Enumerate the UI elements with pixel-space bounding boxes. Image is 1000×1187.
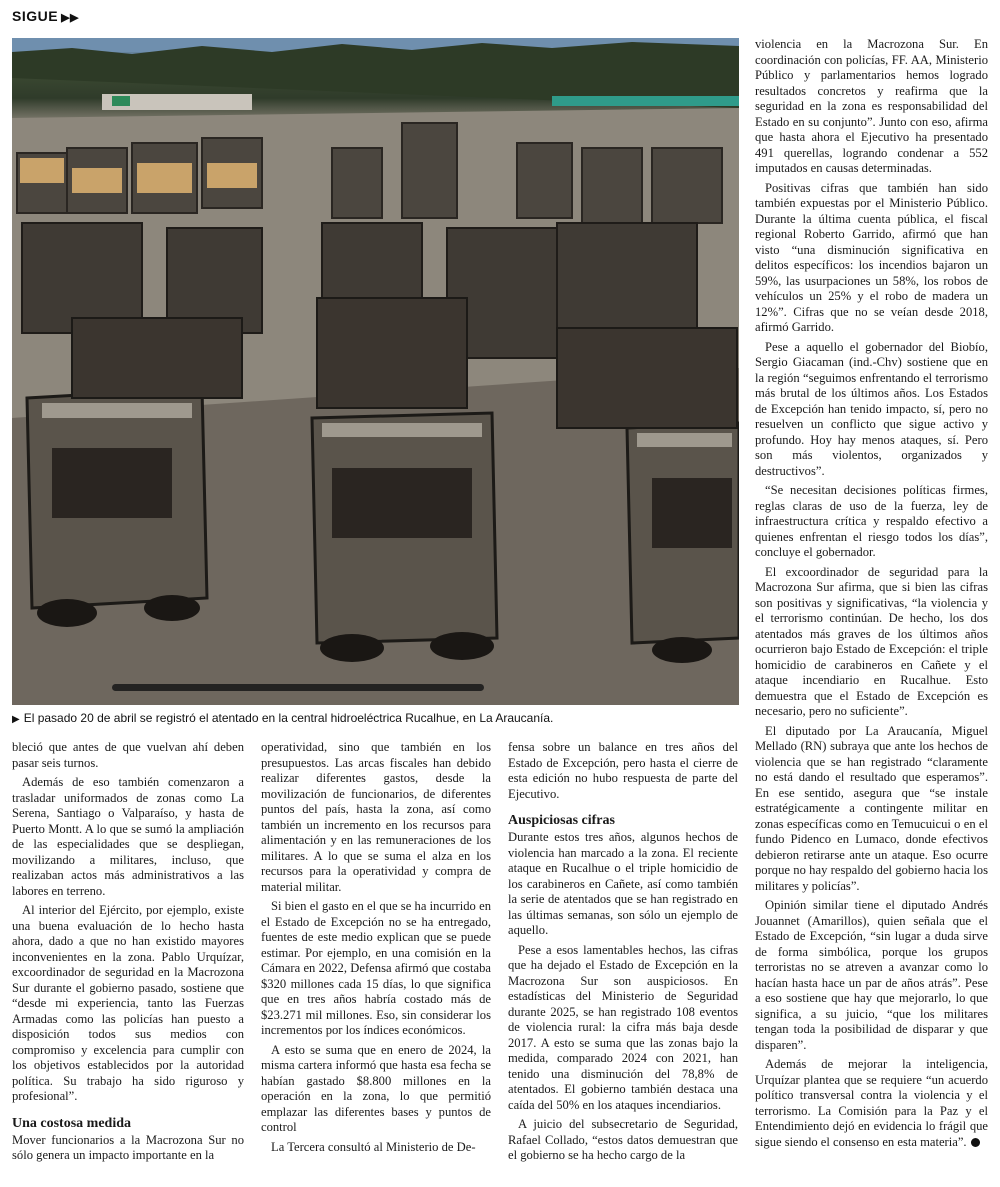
paragraph: A esto se suma que en enero de 2024, la misma cartera informó que hasta esa fecha se habían gastado $8.800 millones en la operación en la zona, lo que permitió emplazar las diferentes bases y puntos de control <box>261 1042 491 1134</box>
article-column-1 <box>12 740 244 1168</box>
paragraph: El diputado por La Araucanía, Miguel Mellado (RN) subraya que ante los hechos de violencia que se han registrado “claramente no está dando el resultado que esperamos”. En ese sentido, asegura que “se instale estratégicamente a contingente militar en zonas específicas como en Temucuicui o en el fundo Pidenco en Lumaco, donde efectivos debieron retirarse ante un ataque. Eso ocurre porque no hay respaldo del gobierno hacia los militares y policías”. <box>755 723 988 893</box>
paragraph: Positivas cifras que también han sido también expuestas por el Ministerio Público. Durante la última cuenta pública, el fiscal regional Roberto Garrido, afirmó que han visto “una disminución significativa en delitos específicos: los incendios bajaron un 59%, las usurpaciones un 58%, los robos de vehículos un 25% y el robo de madera un 12%”. Cifras que no se veían desde 2018, afirmó Garrido. <box>755 180 988 334</box>
article-column-4 <box>755 37 988 1154</box>
paragraph: operatividad, sino que también en los presupuestos. Las arcas fiscales han debido realizar diferentes gastos, desde la movilización de funcionarios, de diferentes puntos del país, hasta la zona, así como también un incremento en los recursos para alimentación y en las remuneraciones de los militares. A lo que se suma el alza en los recursos para la operatividad y compra de material militar. <box>261 740 491 894</box>
image-scrollbar[interactable] <box>112 684 484 691</box>
paragraph: violencia en la Macrozona Sur. En coordinación con policías, FF. AA, Ministerio Público y parlamentarios hemos logrado resultados concretos y reafirma que la seguridad en la zona es responsabilidad del Estado en su conjunto”. Junto con eso, afirma que hasta ahora el Ejecutivo ha presentado 491 querellas, logrando condenar a 552 imputados en causas determinadas. <box>755 37 988 175</box>
paragraph: Además de eso también comenzaron a trasladar uniformados de zonas como La Serena, Santiago o Valparaíso, y hasta de Puerto Montt. A lo que se sumó la ampliación de las especialidades que se despliegan, movilizando a militares, incluso, que realizaban actos más administrativos a las labores en terreno. <box>12 775 244 898</box>
paragraph: Pese a esos lamentables hechos, las cifras que ha dejado el Estado de Excepción en la Macrozona Sur son auspiciosos. En estadísticas del Ministerio de Seguridad durante 2025, se han registrado 108 eventos de violencia rural: la cifra más baja desde 2017. A esto se suma que las zonas bajo la medida, comparado 2024 con 2021, han tenido una disminución del 78,8% de atentados. El gobierno también destaca una caída del 50% en los ataques incendiarios. <box>508 942 738 1112</box>
paragraph: Al interior del Ejército, por ejemplo, existe una buena evaluación de lo hecho hasta ahora, dado a que no han existido mayores inconvenientes en la zona. Pablo Urquízar, excoordinador de seguridad en la Macrozona Sur durante el gobierno pasado, sostiene que “desde mi experiencia, tanto las Fuerzas Armadas como las policías han puesto a disposición todos sus medios con compromiso y excelencia para cumplir con los objetivos establecidos por la autoridad política. Su trabajo ha sido riguroso y profesional”. <box>12 903 244 1103</box>
paragraph: A juicio del subsecretario de Seguridad, Rafael Collado, “estos datos demuestran que el gobierno se ha hecho cargo de la <box>508 1117 738 1162</box>
photo-burned-trucks-illustration <box>12 38 739 705</box>
paragraph: Durante estos tres años, algunos hechos de violencia han marcado a la zona. El reciente ataque en Rucalhue o el triple homicidio de los carabineros en Cañete, así como también la serie de atentados que se han registrado en las últimas semanas, son sólo un ejemplo de aquello. <box>508 830 738 937</box>
paragraph: Opinión similar tiene el diputado Andrés Jouannet (Amarillos), quien señala que el Estado de Excepción, “sin lugar a duda sirve de forma simbólica, porque los grupos terroristas no se atreven a avanzar como lo hacían hasta hace un par de años atrás”. Pese a eso sostiene que hay que mejorarlo, lo que significa, a su juicio, “que los militares tengan toda la posibilidad de disparar y que disparen”. <box>755 898 988 1052</box>
paragraph: El excoordinador de seguridad para la Macrozona Sur afirma, que si bien las cifras son positivas y significativas, “la violencia y el terrorismo continúan. De hecho, los dos atentados más graves de los últimos años ocurrieron bajo Estado de Excepción: el triple homicidio de carabineros en Cañete y el ataque incendiario en Rucalhue. Esto demuestra que el Estado de Excepción es necesario, pero no suficiente”. <box>755 564 988 718</box>
article-column-2 <box>261 740 491 1159</box>
caption-marker-icon: ▶ <box>12 714 20 725</box>
paragraph: Pese a aquello el gobernador del Biobío, Sergio Giacaman (ind.-Chv) sostiene que en la región “seguimos enfrentando el terrorismo más brutal de los últimos años. Los Estados de Excepción han tenido impacto, sí, pero no resuelven un conflicto que sigue activo y profundo. Hoy hay menos ataques, sí. Pero son más violentos, organizados y destructivos”. <box>755 339 988 478</box>
photo-caption <box>12 711 739 727</box>
paragraph: Mover funcionarios a la Macrozona Sur no sólo genera un impacto importante en la <box>12 1132 244 1162</box>
paragraph: Si bien el gasto en el que se ha incurrido en el Estado de Excepción no se ha entregado, fuentes de este medio explican que se puede estimar. Por ejemplo, en una comisión en la Cámara en 2022, Defensa afirmó que costaba $320 millones cada 15 días, lo que significa que en tres años habría costado más de $23.271 mil millones. Eso, sin considerar los incrementos por los índices económicos. <box>261 899 491 1037</box>
section-label: SIGUE <box>12 8 59 24</box>
subheading: Una costosa medida <box>12 1115 132 1131</box>
article-column-3 <box>508 740 738 1168</box>
paragraph: fensa sobre un balance en tres años del Estado de Excepción, pero hasta el cierre de esta edición no hubo respuesta de parte del Ejecutivo. <box>508 740 738 801</box>
paragraph: bleció que antes de que vuelvan ahí deben pasar seis turnos. <box>12 740 244 770</box>
paragraph: “Se necesitan decisiones políticas firmes, reglas claras de uso de la fuerza, ley de infraestructura crítica y respaldo efectivo a quienes enfrentan el riesgo todos los días”, concluye el gobernador. <box>755 483 988 559</box>
subheading: Auspiciosas cifras <box>508 813 615 828</box>
paragraph: La Tercera consultó al Ministerio de De- <box>271 1139 476 1154</box>
caption-text: El pasado 20 de abril se registró el atentado en la central hidroeléctrica Rucalhue, en La Araucanía. <box>23 711 554 725</box>
final-paragraph-text: Además de mejorar la inteligencia, Urquízar plantea que se requiere “un acuerdo político transversal contra la violencia y el terrorismo. La Comisión para la Paz y el Entendimiento dejó en evidencia lo frágil que sigue siendo el consenso en esta materia”. <box>755 1057 988 1149</box>
double-arrow-icon: ▶▶ <box>61 12 79 24</box>
paragraph-final <box>755 1057 988 1150</box>
article-photo <box>12 38 739 705</box>
end-of-article-icon <box>971 1138 980 1147</box>
section-header <box>12 8 79 24</box>
